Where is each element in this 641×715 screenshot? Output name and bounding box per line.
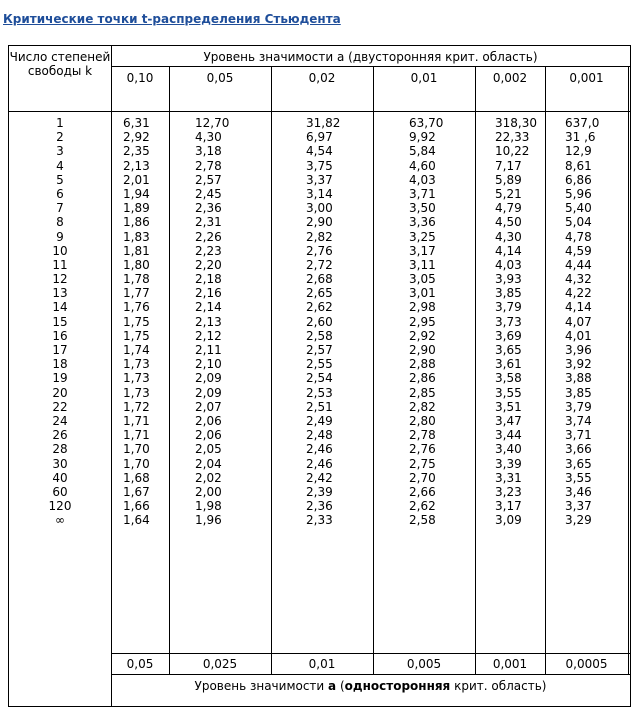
table-cell: 2,57 (306, 343, 333, 357)
one-sided-level: 0,01 (308, 657, 336, 671)
two-sided-label: Уровень значимости a (двусторонняя крит. область) (203, 50, 538, 64)
one-sided-label-mid: ( (336, 679, 345, 693)
table-cell: 1,70 (123, 456, 150, 471)
table-cell: 3,05 (409, 272, 436, 287)
df-value: 4 (56, 158, 64, 173)
table-cell: 3,85 (495, 286, 522, 301)
table-cell: 3,40 (495, 442, 522, 457)
df-column-divider (111, 46, 112, 706)
table-cell: 3,66 (565, 442, 592, 457)
table-cell: 2,11 (195, 343, 222, 357)
table-cell: 3,58 (495, 371, 522, 386)
table-cell: 3,39 (495, 456, 522, 471)
table-cell: 1,73 (123, 385, 150, 400)
table-cell: 2,78 (409, 428, 436, 443)
table-cell: 4,03 (409, 172, 436, 187)
table-cell: 3,37 (306, 172, 333, 187)
df-value: 2 (56, 130, 64, 145)
footer-divider (111, 674, 630, 675)
table-cell: 4,14 (565, 300, 592, 315)
header-bottom-line (9, 111, 630, 112)
one-sided-level: 0,05 (126, 657, 154, 671)
t-distribution-table (8, 45, 631, 707)
table-cell: 3,75 (306, 158, 333, 173)
table-cell: 2,31 (195, 215, 222, 230)
table-cell: 2,46 (306, 442, 333, 457)
table-cell: 1,75 (123, 314, 150, 329)
table-cell: 637,0 (565, 116, 600, 130)
table-cell: 5,96 (565, 186, 592, 201)
table-cell: 3,29 (565, 513, 592, 528)
table-cell: 1,77 (123, 286, 150, 301)
table-cell: 2,72 (306, 257, 333, 272)
df-value: 16 (52, 328, 68, 343)
df-value: 12 (52, 272, 68, 287)
header-divider (111, 66, 630, 67)
table-cell: 2,80 (409, 413, 436, 428)
table-cell: 2,05 (195, 442, 222, 457)
table-cell: 1,74 (123, 343, 150, 357)
table-cell: 2,95 (409, 314, 436, 329)
table-cell: 1,73 (123, 371, 150, 386)
table-cell: 3,71 (409, 186, 436, 201)
table-cell: 2,90 (409, 343, 436, 357)
table-cell: 3,18 (195, 144, 222, 159)
table-cell: 31,82 (306, 116, 341, 130)
table-cell: 4,59 (565, 243, 592, 258)
value-column (409, 116, 469, 527)
table-cell: 4,14 (495, 243, 522, 258)
table-cell: 4,60 (409, 158, 436, 173)
table-cell: 2,82 (306, 229, 333, 244)
table-cell: 2,07 (195, 399, 222, 414)
df-value: 20 (52, 385, 68, 400)
table-cell: 2,02 (195, 470, 222, 485)
table-cell: 1,73 (123, 357, 150, 372)
table-cell: 6,97 (306, 130, 333, 145)
table-cell: 2,68 (306, 272, 333, 287)
df-value: 19 (52, 371, 68, 386)
df-value: 30 (52, 456, 68, 471)
table-cell: 3,73 (495, 314, 522, 329)
table-cell: 2,26 (195, 229, 222, 244)
table-cell: 2,51 (306, 399, 333, 414)
df-value: 9 (56, 229, 64, 244)
table-cell: 1,94 (123, 186, 150, 201)
column-divider (271, 66, 272, 674)
table-cell: 1,72 (123, 399, 150, 414)
table-cell: 3,79 (495, 300, 522, 315)
df-value: 11 (52, 257, 68, 272)
table-cell: 2,18 (195, 272, 222, 287)
table-cell: 2,57 (195, 172, 222, 187)
level-header: 0,002 (492, 71, 528, 85)
table-cell: 3,65 (495, 343, 522, 357)
column-divider (545, 66, 546, 674)
table-cell: 3,92 (565, 357, 592, 372)
table-cell: 2,45 (195, 186, 222, 201)
table-cell: 3,17 (495, 499, 522, 514)
table-cell: 2,36 (195, 201, 222, 216)
value-column (495, 116, 545, 527)
table-cell: 2,23 (195, 243, 222, 258)
table-cell: 4,03 (495, 257, 522, 272)
table-cell: 2,76 (306, 243, 333, 258)
table-cell: 3,14 (306, 186, 333, 201)
one-sided-label (111, 679, 630, 693)
df-value: 24 (52, 413, 68, 428)
value-column (195, 116, 265, 527)
one-sided-label-prefix: Уровень значимости (194, 679, 329, 693)
one-sided-level: 0,001 (492, 657, 528, 671)
table-cell: 4,30 (495, 229, 522, 244)
table-cell: 7,17 (495, 158, 522, 173)
table-cell: 5,89 (495, 172, 522, 187)
table-cell: 3,00 (306, 201, 333, 216)
df-column (9, 116, 111, 527)
table-cell: 2,85 (409, 385, 436, 400)
table-cell: 31 ,6 (565, 130, 596, 145)
table-cell: 1,83 (123, 229, 150, 244)
table-cell: 3,17 (409, 243, 436, 258)
table-cell: 2,78 (195, 158, 222, 173)
table-cell: 2,09 (195, 371, 222, 386)
table-cell: 3,61 (495, 357, 522, 372)
table-cell: 2,62 (409, 499, 436, 514)
df-value: 60 (52, 484, 68, 499)
table-cell: 2,42 (306, 470, 333, 485)
table-cell: 2,92 (409, 328, 436, 343)
table-cell: 2,82 (409, 399, 436, 414)
table-cell: 3,46 (565, 484, 592, 499)
table-cell: 2,06 (195, 413, 222, 428)
table-cell: 6,31 (123, 116, 150, 130)
table-cell: 3,65 (565, 456, 592, 471)
df-value: 22 (52, 399, 68, 414)
df-value: 8 (56, 215, 64, 230)
table-cell: 2,86 (409, 371, 436, 386)
table-cell: 2,12 (195, 328, 222, 343)
table-cell: 4,54 (306, 144, 333, 159)
table-cell: 2,00 (195, 484, 222, 499)
table-cell: 2,35 (123, 144, 150, 159)
one-sided-label-suffix: крит. область) (450, 679, 547, 693)
table-cell: 3,79 (565, 399, 592, 414)
table-cell: 2,54 (306, 371, 333, 386)
df-value: 26 (52, 428, 68, 443)
df-value: 13 (52, 286, 68, 301)
table-cell: 4,07 (565, 314, 592, 329)
table-cell: 3,50 (409, 201, 436, 216)
one-sided-level: 0,025 (202, 657, 238, 671)
table-cell: 1,71 (123, 413, 150, 428)
table-cell: 2,46 (306, 456, 333, 471)
table-cell: 318,30 (495, 116, 537, 130)
table-cell: 2,60 (306, 314, 333, 329)
table-cell: 3,11 (409, 257, 436, 272)
table-cell: 2,65 (306, 286, 333, 301)
table-cell: 3,69 (495, 328, 522, 343)
column-divider (373, 66, 374, 674)
table-cell: 3,25 (409, 229, 436, 244)
df-header (9, 50, 111, 78)
table-cell: 3,88 (565, 371, 592, 386)
table-cell: 2,70 (409, 470, 436, 485)
one-sided-level: 0,0005 (565, 657, 608, 671)
table-cell: 3,47 (495, 413, 522, 428)
table-cell: 3,01 (409, 286, 436, 301)
df-value: 120 (48, 499, 72, 514)
table-cell: 10,22 (495, 144, 530, 159)
table-cell: 3,93 (495, 272, 522, 287)
table-cell: 1,98 (195, 499, 222, 514)
table-cell: 3,55 (495, 385, 522, 400)
one-sided-label-bold: односторонняя (344, 679, 451, 693)
df-value: 14 (52, 300, 68, 315)
table-cell: 2,66 (409, 484, 436, 499)
table-cell: 2,92 (123, 130, 150, 145)
level-header: 0,02 (308, 71, 336, 85)
table-cell: 2,33 (306, 513, 333, 528)
table-cell: 1,81 (123, 243, 150, 258)
table-cell: 9,92 (409, 130, 436, 145)
df-header-line2: свободы k (27, 64, 93, 78)
table-cell: 3,74 (565, 413, 592, 428)
one-sided-level: 0,005 (406, 657, 442, 671)
df-value: 15 (52, 314, 68, 329)
df-value: 1 (56, 116, 64, 130)
table-cell: 12,9 (565, 144, 592, 159)
table-cell: 1,78 (123, 272, 150, 287)
table-cell: 1,71 (123, 428, 150, 443)
value-column (123, 116, 169, 527)
table-cell: 5,21 (495, 186, 522, 201)
table-cell: 2,48 (306, 428, 333, 443)
table-cell: 1,66 (123, 499, 150, 514)
table-cell: 3,71 (565, 428, 592, 443)
table-cell: 5,84 (409, 144, 436, 159)
table-cell: 1,67 (123, 484, 150, 499)
df-value: 5 (56, 172, 64, 187)
table-cell: 5,04 (565, 215, 592, 230)
table-cell: 2,10 (195, 357, 222, 372)
table-cell: 8,61 (565, 158, 592, 173)
table-cell: 3,09 (495, 513, 522, 528)
table-cell: 2,58 (409, 513, 436, 528)
table-cell: 2,06 (195, 428, 222, 443)
table-cell: 3,51 (495, 399, 522, 414)
table-cell: 3,23 (495, 484, 522, 499)
df-value: 17 (52, 343, 68, 357)
df-value: 6 (56, 186, 64, 201)
df-header-line1: Число степеней (9, 50, 111, 64)
table-cell: 2,16 (195, 286, 222, 301)
column-divider (475, 66, 476, 674)
table-cell: 1,75 (123, 328, 150, 343)
table-cell: 1,76 (123, 300, 150, 315)
table-cell: 1,68 (123, 470, 150, 485)
table-cell: 4,79 (495, 201, 522, 216)
table-cell: 2,58 (306, 328, 333, 343)
table-cell: 2,36 (306, 499, 333, 514)
table-cell: 3,55 (565, 470, 592, 485)
df-value: 18 (52, 357, 68, 372)
level-header: 0,05 (206, 71, 234, 85)
table-cell: 1,86 (123, 215, 150, 230)
df-value: 3 (56, 144, 64, 159)
table-cell: 5,40 (565, 201, 592, 216)
table-cell: 2,76 (409, 442, 436, 457)
table-cell: 2,53 (306, 385, 333, 400)
table-cell: 2,20 (195, 257, 222, 272)
table-cell: 4,50 (495, 215, 522, 230)
df-value: 7 (56, 201, 64, 216)
table-cell: 2,13 (195, 314, 222, 329)
table-cell: 4,22 (565, 286, 592, 301)
table-cell: 1,89 (123, 201, 150, 216)
table-cell: 1,70 (123, 442, 150, 457)
level-header: 0,01 (410, 71, 438, 85)
table-cell: 22,33 (495, 130, 530, 145)
table-cell: 1,96 (195, 513, 222, 528)
df-value: 28 (52, 442, 68, 457)
table-cell: 3,96 (565, 343, 592, 357)
table-cell: 1,64 (123, 513, 150, 528)
df-value: 40 (52, 470, 68, 485)
table-cell: 4,32 (565, 272, 592, 287)
table-cell: 6,86 (565, 172, 592, 187)
table-cell: 3,36 (409, 215, 436, 230)
column-divider (628, 66, 629, 674)
one-sided-label-a: a (328, 679, 337, 693)
table-cell: 12,70 (195, 116, 230, 130)
df-value: 10 (52, 243, 68, 258)
table-cell: 2,98 (409, 300, 436, 315)
table-cell: 1,80 (123, 257, 150, 272)
table-cell: 2,09 (195, 385, 222, 400)
table-cell: 2,01 (123, 172, 150, 187)
table-cell: 2,90 (306, 215, 333, 230)
table-cell: 63,70 (409, 116, 444, 130)
footer-top-line (111, 653, 630, 654)
level-header: 0,10 (126, 71, 154, 85)
page-title[interactable]: Критические точки t-распределения Стьюдента (3, 12, 341, 26)
table-cell: 2,04 (195, 456, 222, 471)
table-cell: 3,44 (495, 428, 522, 443)
level-header: 0,001 (569, 71, 604, 85)
table-cell: 2,39 (306, 484, 333, 499)
value-column (565, 116, 625, 527)
table-cell: 3,37 (565, 499, 592, 514)
table-cell: 2,13 (123, 158, 150, 173)
value-column (306, 116, 366, 527)
table-cell: 2,75 (409, 456, 436, 471)
table-cell: 4,01 (565, 328, 592, 343)
table-cell: 4,78 (565, 229, 592, 244)
table-cell: 4,30 (195, 130, 222, 145)
table-cell: 2,88 (409, 357, 436, 372)
table-cell: 4,44 (565, 257, 592, 272)
table-cell: 2,55 (306, 357, 333, 372)
table-cell: 3,31 (495, 470, 522, 485)
table-cell: 2,14 (195, 300, 222, 315)
column-divider (169, 66, 170, 674)
table-cell: 2,49 (306, 413, 333, 428)
table-cell: 2,62 (306, 300, 333, 315)
table-cell: 3,85 (565, 385, 592, 400)
df-value: ∞ (55, 513, 65, 528)
